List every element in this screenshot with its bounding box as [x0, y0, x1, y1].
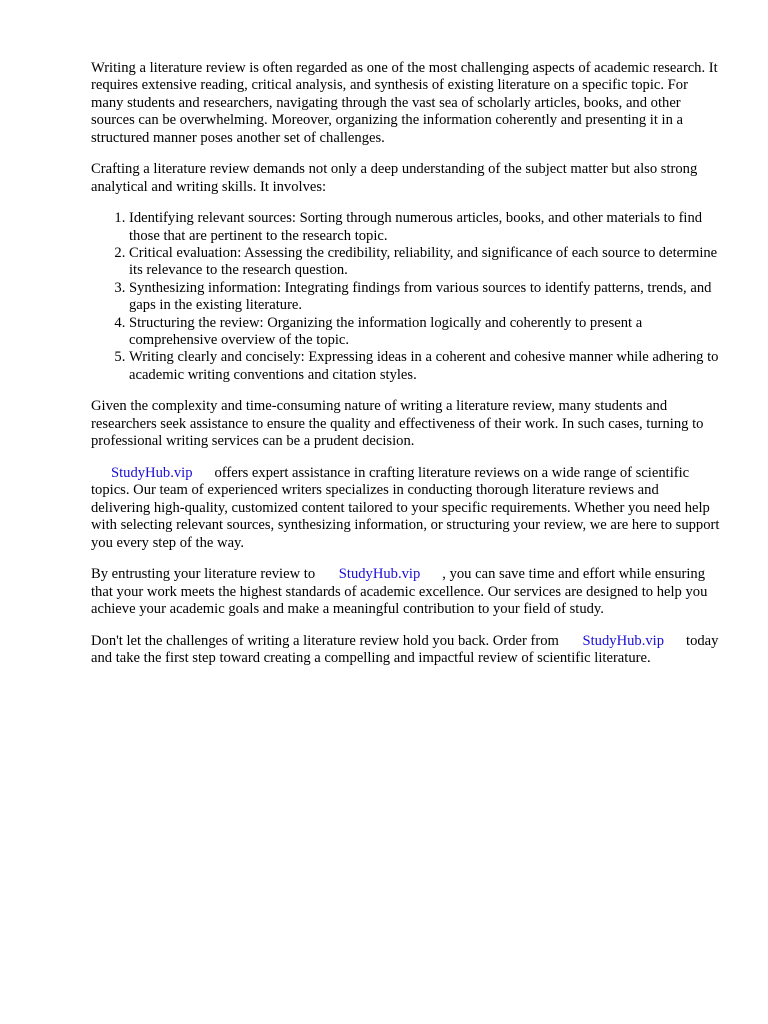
order-text-after: today and take the first step toward creating a compelling and impactful review of scientific literature. [91, 632, 719, 666]
services-text: offers expert assistance in crafting literature reviews on a wide range of scientific topics. Our team of experienced writers specializes in conducting thorough literature reviews and delivering high-quality, customized content tailored to your specific requirements. Whether you need help with selecting relevant sources, synthesizing information, or structuring your review, we are here to support you every step of the way. [91, 464, 720, 551]
assistance-paragraph: Given the complexity and time-consuming nature of writing a literature review, many students and researchers seek assistance to ensure the quality and effectiveness of their work. In such cases, turning to professional writing services can be a prudent decision. [91, 398, 704, 450]
studyhub-link[interactable]: StudyHub.vip [111, 464, 193, 481]
order-text-before: Don't let the challenges of writing a literature review hold you back. Order from [91, 632, 559, 649]
studyhub-link[interactable]: StudyHub.vip [338, 566, 421, 583]
list-item: 5. Writing clearly and concisely: Expressing ideas in a coherent and cohesive manner while adhering to academic writing conventions and citation styles. [129, 349, 721, 384]
order-paragraph [91, 633, 721, 668]
entrust-text-after: , you can save time and effort while ensuring that your work meets the highest standards of academic excellence. Our services are designed to help you achieve your academic goals and make a meaningful contribution to your field of study. [91, 566, 708, 617]
list-item: 4. Structuring the review: Organizing the information logically and coherently to present a comprehensive overview of the topic. [129, 315, 721, 350]
document-page [91, 60, 721, 682]
list-item: 1. Identifying relevant sources: Sorting through numerous articles, books, and other materials to find those that are pertinent to the research topic. [129, 210, 721, 245]
task-list [91, 210, 721, 384]
list-item: 3. Synthesizing information: Integrating findings from various sources to identify patterns, trends, and gaps in the existing literature. [129, 280, 721, 315]
studyhub-link[interactable]: StudyHub.vip [582, 632, 665, 649]
skills-paragraph: Crafting a literature review demands not only a deep understanding of the subject matter but also strong analytical and writing skills. It involves: [91, 161, 698, 195]
entrust-paragraph [91, 566, 721, 618]
intro-paragraph: Writing a literature review is often regarded as one of the most challenging aspects of academic research. It requires extensive reading, critical analysis, and synthesis of existing literature on a specific topic. For many students and researchers, navigating through the vast sea of scholarly articles, books, and other sources can be overwhelming. Moreover, organizing the information coherently and presenting it in a structured manner poses another set of challenges. [91, 60, 718, 146]
entrust-text-before: By entrusting your literature review to [91, 566, 316, 583]
services-paragraph [91, 465, 721, 552]
list-item: 2. Critical evaluation: Assessing the credibility, reliability, and significance of each source to determine its relevance to the research question. [129, 245, 721, 280]
